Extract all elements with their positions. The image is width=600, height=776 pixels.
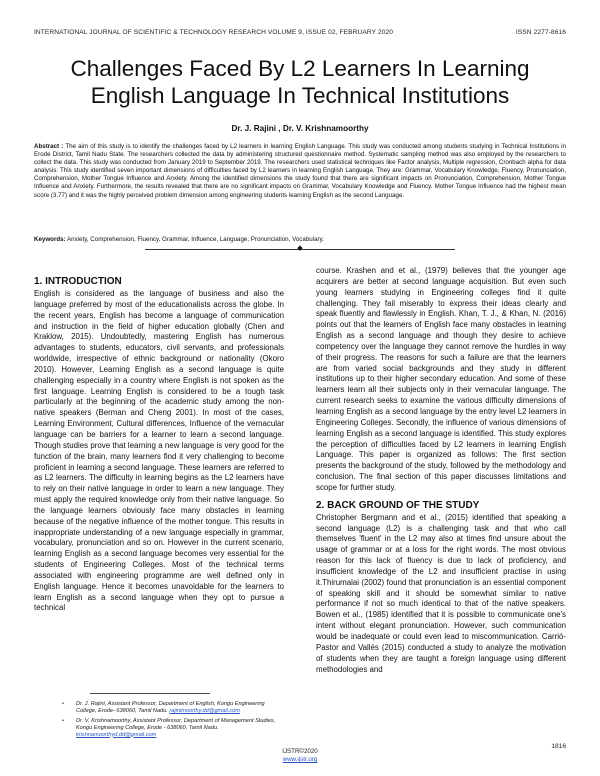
journal-url-link[interactable]: www.ijstr.org	[282, 756, 318, 763]
journal-header: INTERNATIONAL JOURNAL OF SCIENTIFIC & TECHNOLOGY RESEARCH VOLUME 9, ISSUE 02, FEBRUARY 2020	[34, 29, 394, 36]
left-column	[34, 276, 284, 614]
title-line-2: English Language In Technical Institutions	[90, 83, 510, 108]
footnote-rule	[90, 693, 210, 694]
section-1-paragraph-left: English is considered as the language of business and also the language preferred by most of the educationalists across the globe. In the recent years, English has become a language of communication and instruction in the field of higher education globally (Chen and Kraklow, 2015). Undoubtedly, mastering English has numerous advantages to students, educators, civil servants, and professionals worldwide, irrespective of ethnic background or nationality (Okoro 2010). However, Learning English as a second language is quite challenging especially in a country where English is not spoken as the first language. Learning English is considered to be a tough task particularly at the beginning of the academic study among the non-native speakers (Berman and Cheng 2001). In most of the cases, Learning Environment, Cultural differences, Influence of the vernacular language can be barriers for a learner to learn a second language. Though studies prove that learning a new language is very good for the function of the brain, many learners find it very challenging to become proficient in learning a second language. These learners are referred to as L2 learners. The difficulty in learning begins as the L2 learners have to rely on their native language in order to learn a new language. They must apply the required knowledge only from their native language. So the language learners obviously face many obstacles in learning because of the negative influence of the mother tongue. This results in inappropriate understanding of a new language especially in grammar, vocabulary, pronunciation and so on. However in the current scenario, learning English as a second language becomes very essential for the students of Engineering Colleges. Most of the technical terms associated with engineering programme are well defined only in English language. Hence it becomes unavoidable for the learners to learn English as a second language when they opt to pursue a technical	[34, 289, 284, 613]
section-1-heading: 1. INTRODUCTION	[34, 276, 122, 287]
issn-header: ISSN 2277-8616	[515, 29, 566, 36]
footnote-text: Dr. V. Krishnamoorthy, Assistant Professor, Department of Management Studies, Kongu Engineering College, Erode - 638060, Tamil Nadu.	[76, 717, 276, 731]
bullet-icon: •	[62, 717, 64, 724]
page-number: 1816	[551, 743, 566, 750]
footnote-text: Dr. J. Rajini, Assistant Professor, Department of English, Kongu Engineering College, Erode- 638060, Tamil Nadu.	[76, 701, 265, 714]
author-line: Dr. J. Rajini , Dr. V. Krishnamoorthy	[231, 124, 369, 133]
section-2-paragraph: Christopher Bergmann and et al., (2015) identified that speaking a second language (L2) is a challenging task and that who call themselves 'fluent' in the L2 may also at times find unsure about the usage of grammar or at a loss for the right words. The most obvious reason for this lack of fluency is due to lack of proficiency, and insufficient knowledge of the L2 and insufficient practise in using it.Thirumalai (2002) found that pronunciation is an essential component of speaking skill and it should be somewhat similar to native performance if not so much identical to that of the native speakers. Bowen et al., (1985) identified that it is possible to communicate one's intent without elegant pronunciation. However, such communication would be inadequate or could even lead to miscommunication. Carrió-Pastor and Vallés (2015) conducted a study to analyze the motivation of students when they are taught a foreign language using different methodologies and	[316, 512, 566, 674]
right-column	[316, 266, 566, 675]
divider-diamond-icon: ◆	[297, 245, 303, 252]
page-footer	[0, 748, 600, 764]
abstract	[34, 143, 566, 200]
keywords-label: Keywords:	[34, 236, 66, 243]
author-email-link[interactable]: krishnamoorthyd.dd@gmail.com	[76, 731, 157, 738]
footnote-item	[62, 718, 282, 739]
keywords	[34, 236, 566, 244]
keywords-text: Anxiety, Comprehension, Fluency, Grammar, Influence, Language, Pronunciation, Vocabulary.	[65, 236, 324, 243]
abstract-text: The aim of this study is to identify the challenges faced by L2 learners in learning English Language. This study was conducted among students studying in Technical Institutions in Erode District, Tamil Nadu State. The researchers collected the data by administering structured questionnaire method. Systematic sampling method was also employed by the researchers to collect the data. This study was conducted from January 2019 to September 2019. The researchers used statistical techniques like Factor analysis, Multiple regression, Cronbach alpha for data analysis. This study identified seven important dimensions of difficulties faced by L2 learners in learning English Language. They are: Grammar, Vocabulary Knowledge, Fluency, Pronunciation, Comprehension, Mother Tongue Influence and Anxiety. Among the identified dimensions the study found that there are significant impacts on Pronunciation, Comprehension, Mother Tongue Influence and Anxiety. Furthermore, the results revealed that there are no significant impacts on Grammar, Vocabulary Knowledge and Fluency. Mother Tongue Influence had the highest mean score (3.77) and it was the highly perceived problem dimension among engineering students learning English as the second Language.	[34, 143, 566, 199]
section-1-paragraph-right: course. Krashen and et al., (1979) believes that the younger age acquirers are better at second language acquisition. But even such young learners studying in Engineering colleges find it quite challenging. They fail miserably to express their ideas clearly and speak fluently and flawlessly in English. Khan, T. J., & Khan, N. (2016) points out that the learners of English face many obstacles in learning English as a second language and though they desire to achieve competency over the language they cannot remove the hurdles in way of their progress. The reasons for such a failure are that the learners are from varied social backgrounds and they study in different institutions up to their higher secondary education. And some of these learners learn all their subjects only in their vernacular language. The current research seeks to examine the various difficulty dimensions of learning English as a second language by the entry level L2 learners in Engineering Colleges. Secondly, the influence of various dimensions of learning English as a second language is identified. This study explores the perception of difficulties faced by L2 learners in learning English Language. This paper is organized as follows: The first section presents the background of the study, followed by the methodology and conclusion. The final section of this paper discusses limitations and scope for further study.	[316, 266, 566, 492]
abstract-label: Abstract :	[34, 143, 64, 150]
author-footnotes	[62, 701, 282, 742]
paper-title	[20, 55, 580, 109]
section-2-heading: 2. BACK GROUND OF THE STUDY	[316, 499, 480, 511]
title-line-1: Challenges Faced By L2 Learners In Learning	[70, 56, 530, 81]
bullet-icon: •	[62, 701, 64, 707]
copyright-code: IJSTR©2020	[282, 748, 318, 755]
footnote-item	[62, 701, 282, 715]
author-email-link[interactable]: rajinimoorthy.dd@gmail.com	[169, 707, 240, 714]
